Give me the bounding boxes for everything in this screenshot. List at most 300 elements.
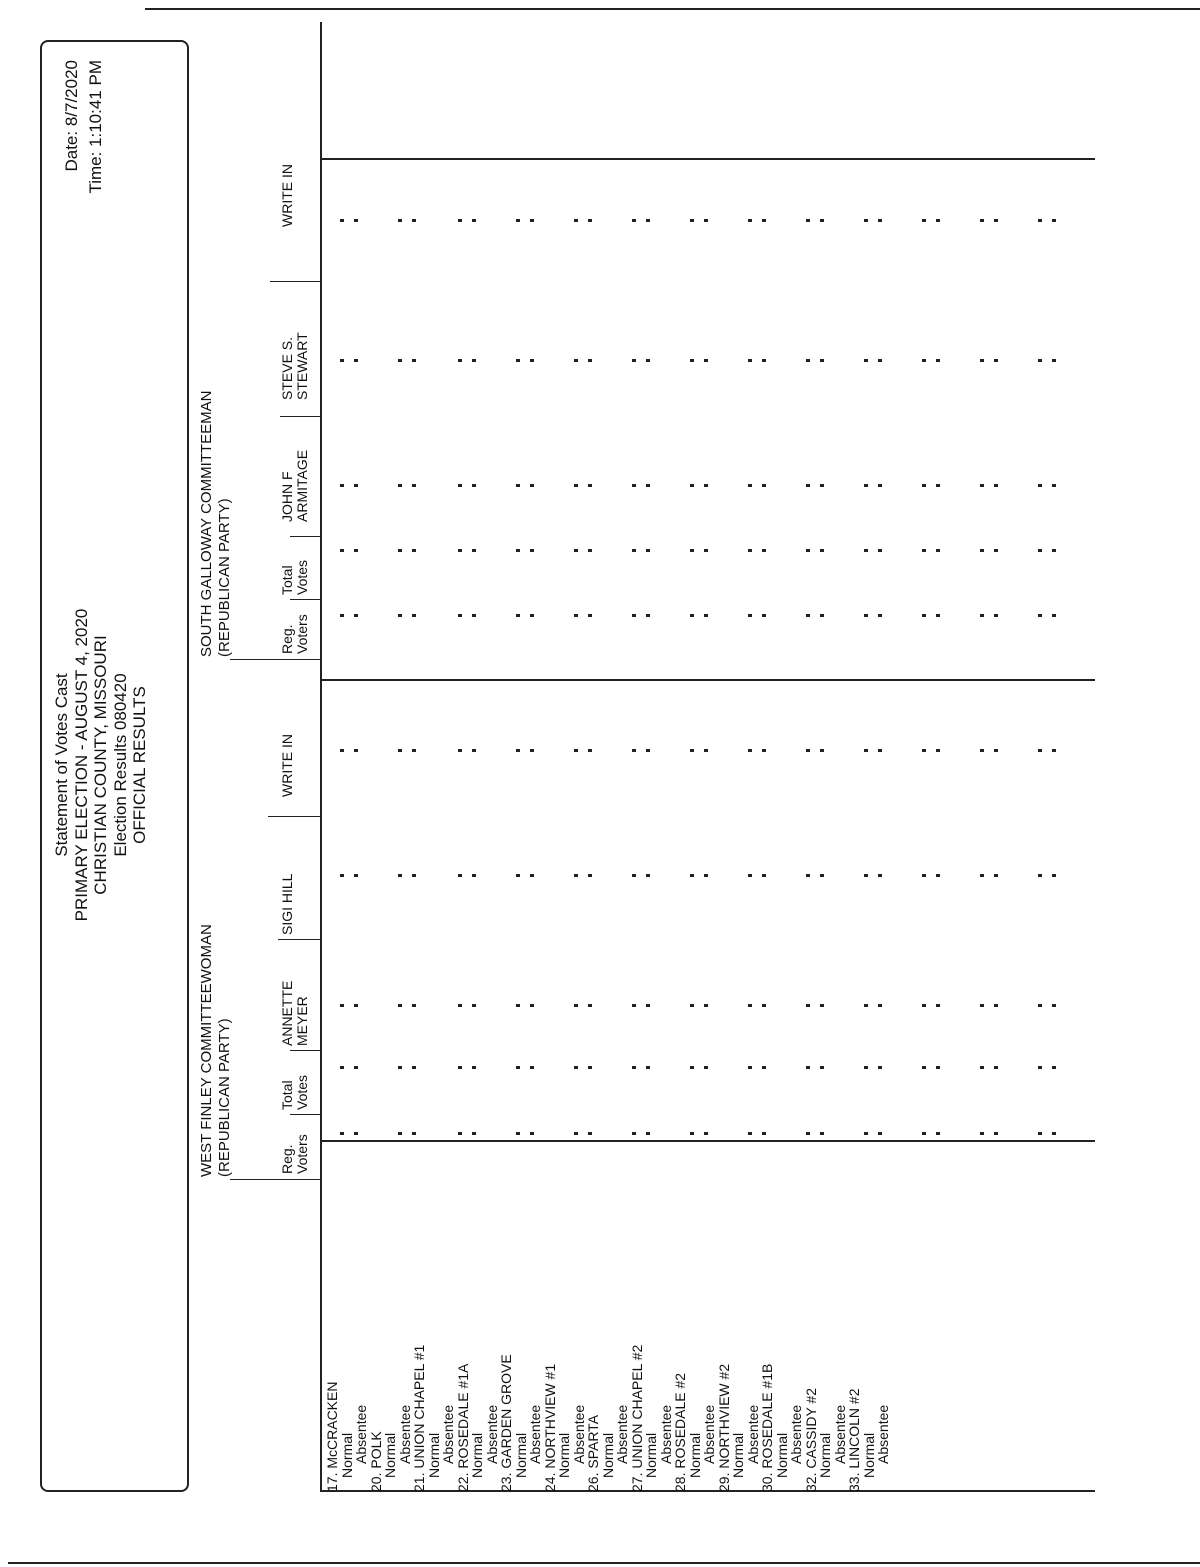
empty-value-dot xyxy=(980,1004,984,1007)
empty-value-dot xyxy=(458,874,462,877)
empty-value-dot xyxy=(1038,1004,1042,1007)
empty-value-dot xyxy=(340,359,344,362)
empty-value-dot xyxy=(458,1066,462,1069)
empty-value-dot xyxy=(820,749,824,752)
empty-value-dot xyxy=(994,874,998,877)
col-head-reg-voters-1: Reg. Voters xyxy=(279,1134,310,1174)
precinct-name: 21. UNION CHAPEL #1 xyxy=(411,1344,427,1492)
empty-value-dot xyxy=(574,359,578,362)
empty-value-dot xyxy=(340,549,344,552)
empty-value-dot xyxy=(472,749,476,752)
table-rule-right xyxy=(322,158,1095,160)
empty-value-dot xyxy=(458,484,462,487)
precinct-row-type: Normal xyxy=(860,1432,877,1478)
empty-value-dot xyxy=(1052,359,1056,362)
election-name: PRIMARY ELECTION - AUGUST 4, 2020 xyxy=(71,608,91,922)
empty-value-dot xyxy=(516,484,520,487)
empty-value-dot xyxy=(646,749,650,752)
empty-value-dot xyxy=(354,1066,358,1069)
empty-value-dot xyxy=(516,219,520,222)
report-header-box xyxy=(40,40,189,1492)
precinct-row-type: Absentee xyxy=(483,1404,500,1464)
empty-value-dot xyxy=(354,549,358,552)
empty-value-dot xyxy=(748,614,752,617)
precinct-name: 23. GARDEN GROVE xyxy=(498,1354,514,1492)
empty-value-dot xyxy=(690,484,694,487)
empty-value-dot xyxy=(806,1004,810,1007)
col-divider xyxy=(290,599,322,600)
empty-value-dot xyxy=(704,1004,708,1007)
empty-value-dot xyxy=(398,359,402,362)
empty-value-dot xyxy=(574,1004,578,1007)
empty-value-dot xyxy=(878,1132,882,1135)
empty-value-dot xyxy=(1052,1004,1056,1007)
col-head-total-votes-2: Total Votes xyxy=(279,559,310,595)
empty-value-dot xyxy=(354,484,358,487)
empty-value-dot xyxy=(690,614,694,617)
empty-value-dot xyxy=(922,1132,926,1135)
empty-value-dot xyxy=(516,1066,520,1069)
empty-value-dot xyxy=(864,549,868,552)
empty-value-dot xyxy=(806,1066,810,1069)
precinct-name: 29. NORTHVIEW #2 xyxy=(715,1363,732,1492)
empty-value-dot xyxy=(690,1004,694,1007)
empty-value-dot xyxy=(748,1004,752,1007)
empty-value-dot xyxy=(820,1004,824,1007)
col-divider xyxy=(280,416,322,417)
empty-value-dot xyxy=(922,614,926,617)
empty-value-dot xyxy=(922,359,926,362)
empty-value-dot xyxy=(864,1004,868,1007)
precinct-row-type: Normal xyxy=(425,1432,442,1478)
col-head-annette-meyer: ANNETTE MEYER xyxy=(279,980,310,1046)
precinct-name: 17. McCRACKEN xyxy=(324,1381,340,1492)
empty-value-dot xyxy=(646,1132,650,1135)
precinct-row-type: Normal xyxy=(817,1432,833,1478)
empty-value-dot xyxy=(588,1004,592,1007)
empty-value-dot xyxy=(748,874,752,877)
empty-value-dot xyxy=(340,1004,344,1007)
empty-value-dot xyxy=(354,1132,358,1135)
empty-value-dot xyxy=(574,219,578,222)
empty-value-dot xyxy=(516,549,520,552)
empty-value-dot xyxy=(646,874,650,877)
empty-value-dot xyxy=(936,359,940,362)
empty-value-dot xyxy=(458,219,462,222)
col-head-steve-stewart: STEVE S. STEWART xyxy=(279,332,310,400)
empty-value-dot xyxy=(864,614,868,617)
empty-value-dot xyxy=(878,359,882,362)
empty-value-dot xyxy=(864,749,868,752)
empty-value-dot xyxy=(412,219,416,222)
empty-value-dot xyxy=(1038,549,1042,552)
empty-value-dot xyxy=(632,484,636,487)
table-rule-mid1 xyxy=(322,1140,1095,1142)
empty-value-dot xyxy=(704,874,708,877)
empty-value-dot xyxy=(690,359,694,362)
empty-value-dot xyxy=(588,359,592,362)
empty-value-dot xyxy=(516,359,520,362)
empty-value-dot xyxy=(472,1132,476,1135)
empty-value-dot xyxy=(646,359,650,362)
precinct-row-type: Normal xyxy=(773,1432,790,1478)
empty-value-dot xyxy=(530,614,534,617)
col-divider xyxy=(268,816,322,817)
empty-value-dot xyxy=(748,549,752,552)
empty-value-dot xyxy=(516,874,520,877)
empty-value-dot xyxy=(588,484,592,487)
precinct-row-type: Absentee xyxy=(788,1404,804,1464)
empty-value-dot xyxy=(588,549,592,552)
empty-value-dot xyxy=(632,219,636,222)
empty-value-dot xyxy=(748,359,752,362)
empty-value-dot xyxy=(530,484,534,487)
empty-value-dot xyxy=(806,749,810,752)
empty-value-dot xyxy=(922,874,926,877)
precinct-row-type: Absentee xyxy=(396,1404,413,1464)
precinct-name: 24. NORTHVIEW #1 xyxy=(541,1363,558,1492)
empty-value-dot xyxy=(472,614,476,617)
empty-value-dot xyxy=(588,614,592,617)
empty-value-dot xyxy=(690,874,694,877)
empty-value-dot xyxy=(980,359,984,362)
empty-value-dot xyxy=(762,219,766,222)
empty-value-dot xyxy=(922,1066,926,1069)
empty-value-dot xyxy=(458,1004,462,1007)
empty-value-dot xyxy=(820,1066,824,1069)
empty-value-dot xyxy=(936,549,940,552)
precinct-row-type: Absentee xyxy=(614,1404,630,1464)
empty-value-dot xyxy=(398,614,402,617)
empty-value-dot xyxy=(646,484,650,487)
empty-value-dot xyxy=(1038,749,1042,752)
empty-value-dot xyxy=(340,484,344,487)
empty-value-dot xyxy=(340,1132,344,1135)
col-head-john-armitage: JOHN F ARMITAGE xyxy=(279,449,310,522)
report-title: Statement of Votes Cast xyxy=(52,673,71,857)
empty-value-dot xyxy=(458,749,462,752)
col-head-reg-voters-2: Reg. Voters xyxy=(279,614,310,654)
empty-value-dot xyxy=(762,359,766,362)
empty-value-dot xyxy=(806,1132,810,1135)
col-divider xyxy=(290,1114,322,1115)
empty-value-dot xyxy=(806,614,810,617)
empty-value-dot xyxy=(820,219,824,222)
empty-value-dot xyxy=(864,1066,868,1069)
empty-value-dot xyxy=(994,749,998,752)
precinct-row-type: Normal xyxy=(469,1432,485,1478)
empty-value-dot xyxy=(864,484,868,487)
col-head-write-in-2: WRITE IN xyxy=(279,164,295,227)
empty-value-dot xyxy=(704,549,708,552)
empty-value-dot xyxy=(878,1004,882,1007)
empty-value-dot xyxy=(354,749,358,752)
empty-value-dot xyxy=(820,484,824,487)
empty-value-dot xyxy=(632,1066,636,1069)
empty-value-dot xyxy=(704,749,708,752)
empty-value-dot xyxy=(1052,874,1056,877)
empty-value-dot xyxy=(980,1132,984,1135)
empty-value-dot xyxy=(530,1132,534,1135)
empty-value-dot xyxy=(516,749,520,752)
empty-value-dot xyxy=(574,749,578,752)
empty-value-dot xyxy=(340,614,344,617)
empty-value-dot xyxy=(820,549,824,552)
empty-value-dot xyxy=(398,874,402,877)
empty-value-dot xyxy=(806,219,810,222)
precinct-row-type: Absentee xyxy=(657,1404,674,1464)
precinct-row-type: Absentee xyxy=(440,1404,456,1464)
empty-value-dot xyxy=(806,549,810,552)
precinct-row-type: Absentee xyxy=(570,1404,587,1464)
empty-value-dot xyxy=(994,359,998,362)
col-head-write-in-1: WRITE IN xyxy=(279,734,295,797)
empty-value-dot xyxy=(398,549,402,552)
empty-value-dot xyxy=(806,484,810,487)
empty-value-dot xyxy=(1052,549,1056,552)
empty-value-dot xyxy=(412,1132,416,1135)
empty-value-dot xyxy=(412,749,416,752)
empty-value-dot xyxy=(398,219,402,222)
empty-value-dot xyxy=(806,874,810,877)
empty-value-dot xyxy=(820,1132,824,1135)
empty-value-dot xyxy=(632,614,636,617)
empty-value-dot xyxy=(588,874,592,877)
empty-value-dot xyxy=(980,614,984,617)
empty-value-dot xyxy=(864,874,868,877)
empty-value-dot xyxy=(994,219,998,222)
empty-value-dot xyxy=(1052,1132,1056,1135)
results-status: OFFICIAL RESULTS xyxy=(130,686,149,844)
empty-value-dot xyxy=(936,484,940,487)
empty-value-dot xyxy=(530,359,534,362)
empty-value-dot xyxy=(340,749,344,752)
empty-value-dot xyxy=(690,749,694,752)
empty-value-dot xyxy=(472,359,476,362)
empty-value-dot xyxy=(704,359,708,362)
empty-value-dot xyxy=(458,549,462,552)
precinct-row-type: Normal xyxy=(556,1432,572,1478)
empty-value-dot xyxy=(994,614,998,617)
empty-value-dot xyxy=(922,549,926,552)
empty-value-dot xyxy=(922,484,926,487)
empty-value-dot xyxy=(516,614,520,617)
empty-value-dot xyxy=(1052,1066,1056,1069)
empty-value-dot xyxy=(340,874,344,877)
contest-title-south-galloway: SOUTH GALLOWAY COMMITTEEMAN (REPUBLICAN PARTY) xyxy=(198,390,233,657)
empty-value-dot xyxy=(980,219,984,222)
col-divider xyxy=(290,1050,322,1051)
empty-value-dot xyxy=(472,874,476,877)
empty-value-dot xyxy=(704,614,708,617)
empty-value-dot xyxy=(748,749,752,752)
precinct-row-type: Absentee xyxy=(831,1404,848,1464)
empty-value-dot xyxy=(574,614,578,617)
empty-value-dot xyxy=(574,549,578,552)
empty-value-dot xyxy=(412,1066,416,1069)
empty-value-dot xyxy=(412,484,416,487)
empty-value-dot xyxy=(878,484,882,487)
empty-value-dot xyxy=(690,219,694,222)
empty-value-dot xyxy=(1038,359,1042,362)
empty-value-dot xyxy=(632,874,636,877)
empty-value-dot xyxy=(936,1066,940,1069)
empty-value-dot xyxy=(516,1132,520,1135)
precinct-row-type: Normal xyxy=(599,1432,616,1478)
empty-value-dot xyxy=(980,484,984,487)
empty-value-dot xyxy=(530,1004,534,1007)
empty-value-dot xyxy=(936,614,940,617)
empty-value-dot xyxy=(994,1132,998,1135)
empty-value-dot xyxy=(1052,614,1056,617)
empty-value-dot xyxy=(646,549,650,552)
empty-value-dot xyxy=(762,614,766,617)
empty-value-dot xyxy=(748,1066,752,1069)
empty-value-dot xyxy=(530,219,534,222)
empty-value-dot xyxy=(574,1132,578,1135)
empty-value-dot xyxy=(530,874,534,877)
empty-value-dot xyxy=(762,1004,766,1007)
empty-value-dot xyxy=(588,1132,592,1135)
empty-value-dot xyxy=(458,359,462,362)
empty-value-dot xyxy=(458,614,462,617)
empty-value-dot xyxy=(472,549,476,552)
empty-value-dot xyxy=(922,219,926,222)
empty-value-dot xyxy=(412,549,416,552)
empty-value-dot xyxy=(632,549,636,552)
empty-value-dot xyxy=(936,1132,940,1135)
empty-value-dot xyxy=(980,749,984,752)
precinct-row-type: Absentee xyxy=(701,1404,717,1464)
empty-value-dot xyxy=(936,874,940,877)
empty-value-dot xyxy=(412,614,416,617)
empty-value-dot xyxy=(398,484,402,487)
empty-value-dot xyxy=(980,874,984,877)
report-date: Date: 8/7/2020 xyxy=(62,60,81,172)
table-rule-mid2 xyxy=(322,679,1095,681)
empty-value-dot xyxy=(820,359,824,362)
precinct-row-type: Absentee xyxy=(353,1404,369,1464)
precinct-name: 26. SPARTA xyxy=(585,1414,601,1492)
empty-value-dot xyxy=(398,1066,402,1069)
precinct-name: 20. POLK xyxy=(367,1431,384,1492)
empty-value-dot xyxy=(412,874,416,877)
empty-value-dot xyxy=(1038,484,1042,487)
empty-value-dot xyxy=(878,874,882,877)
empty-value-dot xyxy=(354,219,358,222)
precinct-row-type: Normal xyxy=(382,1432,398,1478)
empty-value-dot xyxy=(748,219,752,222)
empty-value-dot xyxy=(762,874,766,877)
empty-value-dot xyxy=(340,219,344,222)
col-divider xyxy=(230,659,322,660)
empty-value-dot xyxy=(458,1132,462,1135)
empty-value-dot xyxy=(632,1132,636,1135)
empty-value-dot xyxy=(704,1132,708,1135)
empty-value-dot xyxy=(588,219,592,222)
empty-value-dot xyxy=(588,749,592,752)
empty-value-dot xyxy=(646,1066,650,1069)
empty-value-dot xyxy=(1052,749,1056,752)
empty-value-dot xyxy=(864,219,868,222)
empty-value-dot xyxy=(472,1066,476,1069)
empty-value-dot xyxy=(632,749,636,752)
precinct-name: 22. ROSEDALE #1A xyxy=(454,1363,471,1492)
empty-value-dot xyxy=(574,484,578,487)
col-divider xyxy=(278,939,322,940)
col-head-total-votes-1: Total Votes xyxy=(279,1074,310,1110)
precinct-row-type: Normal xyxy=(643,1432,659,1478)
empty-value-dot xyxy=(412,1004,416,1007)
empty-value-dot xyxy=(864,1132,868,1135)
empty-value-dot xyxy=(704,219,708,222)
empty-value-dot xyxy=(472,1004,476,1007)
empty-value-dot xyxy=(878,219,882,222)
col-head-sigi-hill: SIGI HILL xyxy=(279,873,295,935)
precinct-row-type: Normal xyxy=(512,1432,529,1478)
empty-value-dot xyxy=(806,359,810,362)
empty-value-dot xyxy=(1038,219,1042,222)
empty-value-dot xyxy=(354,1004,358,1007)
report-title-block xyxy=(52,465,150,1065)
empty-value-dot xyxy=(704,484,708,487)
empty-value-dot xyxy=(354,874,358,877)
empty-value-dot xyxy=(936,219,940,222)
empty-value-dot xyxy=(922,1004,926,1007)
precinct-name: 32. CASSIDY #2 xyxy=(802,1387,819,1492)
empty-value-dot xyxy=(530,549,534,552)
empty-value-dot xyxy=(398,749,402,752)
empty-value-dot xyxy=(878,549,882,552)
col-divider xyxy=(290,536,322,537)
precinct-row-type: Absentee xyxy=(527,1404,543,1464)
county-name: CHRISTIAN COUNTY, MISSOURI xyxy=(91,635,110,895)
empty-value-dot xyxy=(936,1004,940,1007)
empty-value-dot xyxy=(994,484,998,487)
empty-value-dot xyxy=(994,1066,998,1069)
empty-value-dot xyxy=(762,749,766,752)
empty-value-dot xyxy=(980,549,984,552)
empty-value-dot xyxy=(762,484,766,487)
empty-value-dot xyxy=(530,1066,534,1069)
precinct-name: 30. ROSEDALE #1B xyxy=(759,1363,775,1492)
empty-value-dot xyxy=(646,614,650,617)
report-time: Time: 1:10:41 PM xyxy=(86,60,105,194)
precinct-name: 28. ROSEDALE #2 xyxy=(672,1372,688,1492)
empty-value-dot xyxy=(820,874,824,877)
empty-value-dot xyxy=(864,359,868,362)
empty-value-dot xyxy=(1052,219,1056,222)
empty-value-dot xyxy=(820,614,824,617)
empty-value-dot xyxy=(690,549,694,552)
empty-value-dot xyxy=(472,219,476,222)
empty-value-dot xyxy=(398,1004,402,1007)
precinct-row-type: Normal xyxy=(730,1432,746,1478)
precinct-row-type: Absentee xyxy=(744,1404,761,1464)
empty-value-dot xyxy=(398,1132,402,1135)
precinct-row-type: Normal xyxy=(338,1432,355,1478)
empty-value-dot xyxy=(632,359,636,362)
empty-value-dot xyxy=(994,1004,998,1007)
empty-value-dot xyxy=(1038,1132,1042,1135)
empty-value-dot xyxy=(646,1004,650,1007)
empty-value-dot xyxy=(936,749,940,752)
empty-value-dot xyxy=(574,1066,578,1069)
results-id: Election Results 080420 xyxy=(110,673,130,857)
empty-value-dot xyxy=(1038,1066,1042,1069)
empty-value-dot xyxy=(922,749,926,752)
col-divider xyxy=(270,281,322,282)
